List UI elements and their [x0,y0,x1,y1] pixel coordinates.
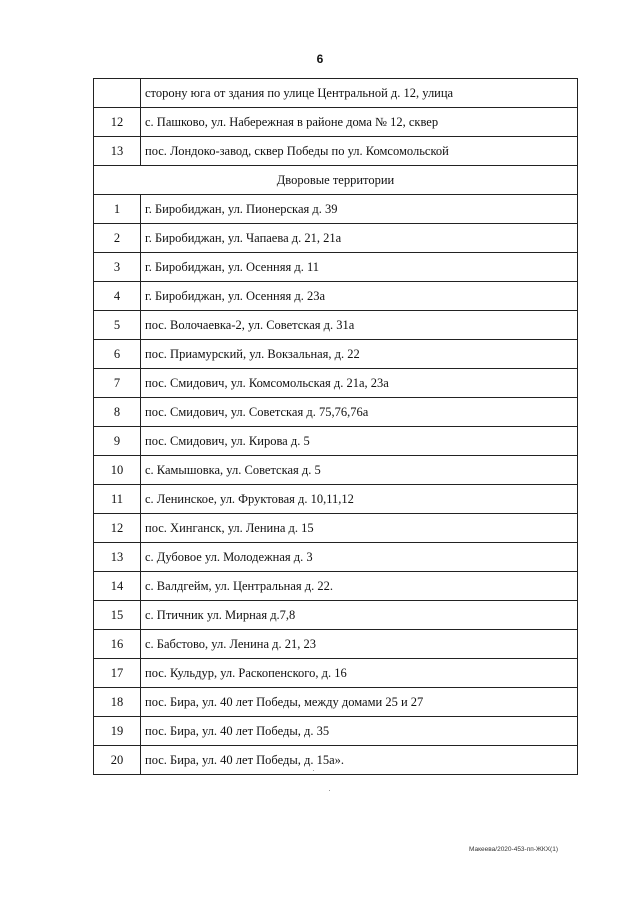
table-row [94,282,578,311]
row-number: 13 [94,543,141,572]
table-row [94,630,578,659]
row-number [94,79,141,108]
row-address: г. Биробиджан, ул. Чапаева д. 21, 21а [141,224,578,253]
row-address: пос. Смидович, ул. Комсомольская д. 21а, 23а [141,369,578,398]
table-row [94,688,578,717]
row-number: 17 [94,659,141,688]
row-address: сторону юга от здания по улице Центральной д. 12, улица [141,79,578,108]
row-address: пос. Бира, ул. 40 лет Победы, д. 35 [141,717,578,746]
row-number: 12 [94,108,141,137]
row-number: 16 [94,630,141,659]
table-row [94,456,578,485]
row-address: с. Дубовое ул. Молодежная д. 3 [141,543,578,572]
table-row [94,311,578,340]
table-row [94,514,578,543]
row-number: 7 [94,369,141,398]
table-row [94,195,578,224]
row-number: 2 [94,224,141,253]
table-row [94,369,578,398]
row-number: 5 [94,311,141,340]
row-address: пос. Хинганск, ул. Ленина д. 15 [141,514,578,543]
section-heading: Дворовые территории [94,166,578,195]
table-row [94,543,578,572]
table-row [94,253,578,282]
row-number: 19 [94,717,141,746]
table-row [94,224,578,253]
table-row [94,398,578,427]
table-row [94,659,578,688]
row-number: 12 [94,514,141,543]
table-row [94,79,578,108]
scan-speck [329,790,330,791]
row-address: пос. Бира, ул. 40 лет Победы, между домами 25 и 27 [141,688,578,717]
row-address: с. Бабстово, ул. Ленина д. 21, 23 [141,630,578,659]
row-number: 11 [94,485,141,514]
row-number: 18 [94,688,141,717]
table-row [94,485,578,514]
row-number: 10 [94,456,141,485]
row-address: пос. Лондоко-завод, сквер Победы по ул. Комсомольской [141,137,578,166]
row-number: 14 [94,572,141,601]
row-number: 8 [94,398,141,427]
row-number: 15 [94,601,141,630]
row-address: пос. Кульдур, ул. Раскопенского, д. 16 [141,659,578,688]
row-address: г. Биробиджан, ул. Осенняя д. 11 [141,253,578,282]
scan-speck [313,770,314,771]
row-address: с. Ленинское, ул. Фруктовая д. 10,11,12 [141,485,578,514]
row-number: 1 [94,195,141,224]
row-number: 13 [94,137,141,166]
table-row [94,340,578,369]
row-address: пос. Приамурский, ул. Вокзальная, д. 22 [141,340,578,369]
row-address: с. Камышовка, ул. Советская д. 5 [141,456,578,485]
row-address: г. Биробиджан, ул. Пионерская д. 39 [141,195,578,224]
row-number: 9 [94,427,141,456]
table-row [94,427,578,456]
row-number: 4 [94,282,141,311]
addresses-table-body [94,79,578,775]
row-address: пос. Волочаевка-2, ул. Советская д. 31а [141,311,578,340]
row-address: с. Валдгейм, ул. Центральная д. 22. [141,572,578,601]
table-row [94,601,578,630]
page-number: 6 [316,52,324,66]
section-heading-row [94,166,578,195]
row-address: с. Пашково, ул. Набережная в районе дома № 12, сквер [141,108,578,137]
row-address: пос. Бира, ул. 40 лет Победы, д. 15а». [141,746,578,775]
document-reference: Макеева/2020-453-пп-ЖКХ(1) [469,846,558,853]
row-address: пос. Смидович, ул. Советская д. 75,76,76а [141,398,578,427]
row-address: г. Биробиджан, ул. Осенняя д. 23а [141,282,578,311]
table-row [94,572,578,601]
addresses-table [93,78,578,775]
row-number: 6 [94,340,141,369]
table-row [94,108,578,137]
row-number: 20 [94,746,141,775]
table-row [94,746,578,775]
table-row [94,137,578,166]
table-row [94,717,578,746]
row-number: 3 [94,253,141,282]
row-address: пос. Смидович, ул. Кирова д. 5 [141,427,578,456]
row-address: с. Птичник ул. Мирная д.7,8 [141,601,578,630]
